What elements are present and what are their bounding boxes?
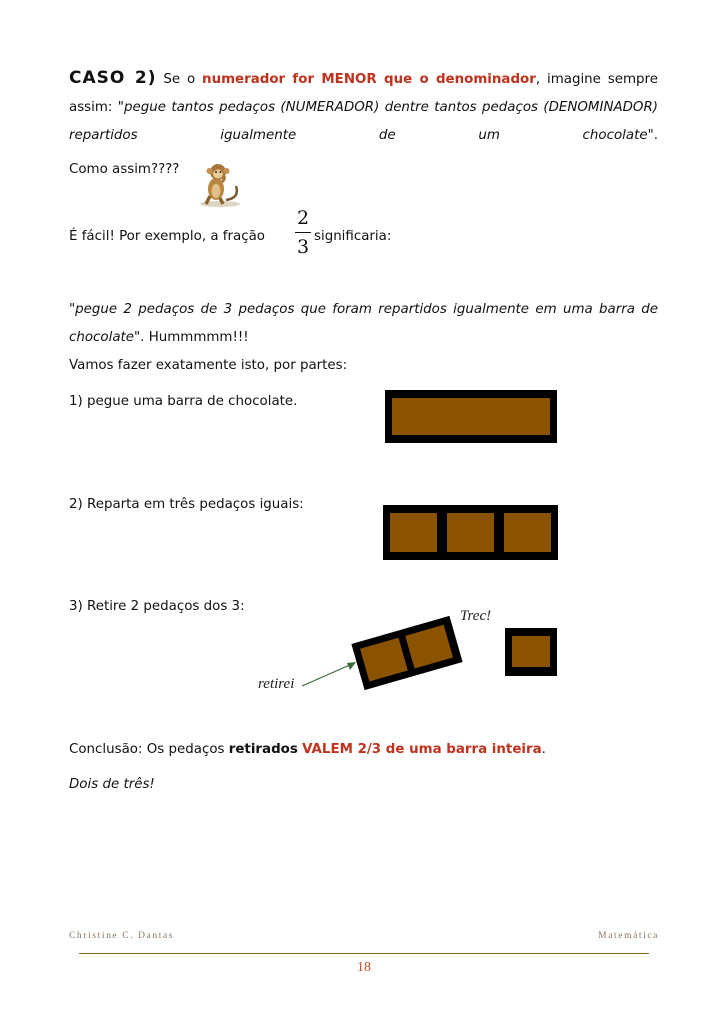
footer-subject: Matemática — [598, 931, 659, 941]
conclusion-text: Conclusão: Os pedaços retirados VALEM 2/3 de uma barra inteira. — [69, 742, 546, 757]
dois-de-tres-text: Dois de três! — [69, 777, 155, 792]
whole-chocolate-bar — [385, 390, 557, 443]
remaining-piece — [505, 628, 557, 676]
fraction-two-thirds — [294, 207, 312, 258]
case-2-paragraph: CASO 2) Se o numerador for MENOR que o denominador, imagine sempre assim: "pegue tantos pedaços (NUMERADOR) dentre tantos pedaços (DENOMINADOR) repartidos igualmente de um chocolate". — [69, 68, 658, 143]
chocolate-piece — [504, 513, 551, 552]
chocolate-piece — [447, 513, 494, 552]
case-heading: CASO 2) — [69, 68, 157, 88]
fraction-numerator: 2 — [296, 207, 310, 229]
step-2-text: 2) Reparta em três pedaços iguais: — [69, 497, 304, 512]
retirei-label: retirei — [258, 676, 295, 692]
removed-two-pieces — [345, 608, 470, 693]
footer-divider — [79, 953, 649, 954]
footer-author: Christine C. Dantas — [69, 931, 175, 941]
thinking-monkey-image — [196, 160, 244, 208]
como-assim-text: Como assim???? — [69, 162, 180, 177]
quote-paragraph: "pegue 2 pedaços de 3 pedaços que foram repartidos igualmente em uma barra de chocolate". Hummmmm!!! — [69, 302, 658, 345]
highlight-text: numerador for MENOR que o denominador — [202, 72, 536, 87]
example-sentence: É fácil! Por exemplo, a fração — [69, 229, 265, 244]
fraction-denominator: 3 — [296, 236, 310, 258]
step-3-text: 3) Retire 2 pedaços dos 3: — [69, 599, 245, 614]
chocolate-piece — [390, 513, 437, 552]
page-number: 18 — [357, 960, 371, 975]
arrow-icon — [300, 655, 362, 690]
divided-chocolate-bar — [383, 505, 558, 560]
significaria-text: significaria: — [314, 229, 392, 244]
step-1-text: 1) pegue uma barra de chocolate. — [69, 394, 298, 409]
trec-label: Trec! — [460, 608, 492, 624]
vamos-text: Vamos fazer exatamente isto, por partes: — [69, 358, 348, 373]
fraction-bar — [295, 232, 311, 233]
